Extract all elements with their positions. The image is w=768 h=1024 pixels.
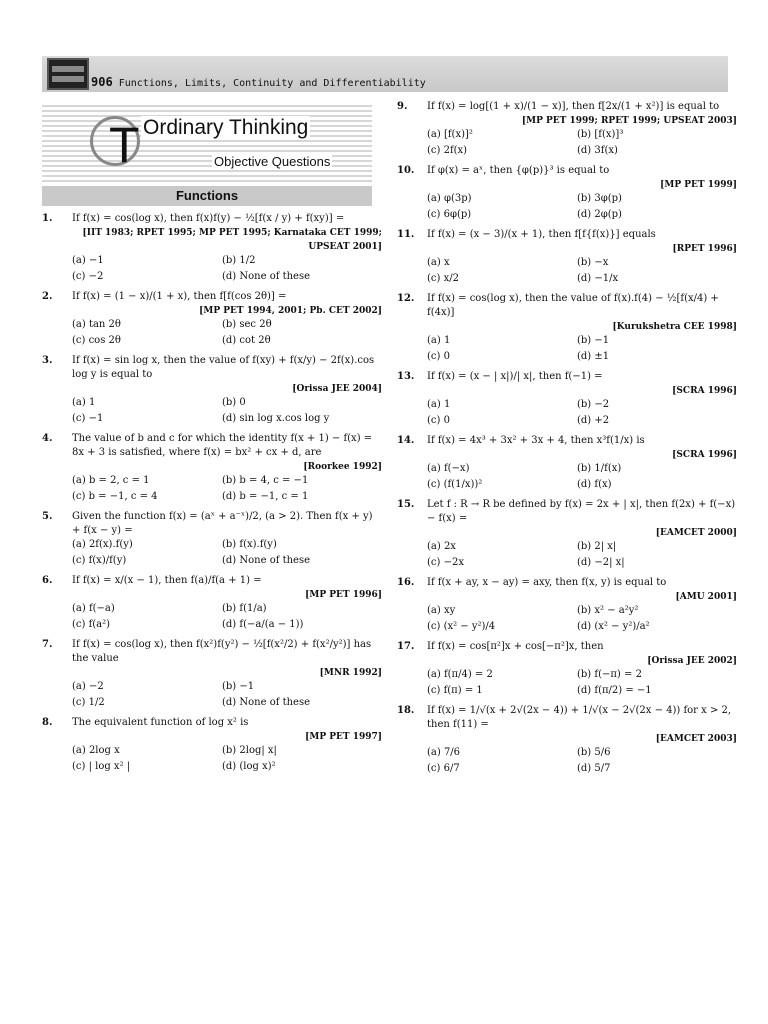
question-line <box>42 354 382 382</box>
question-line <box>42 510 382 538</box>
question-line <box>397 292 737 320</box>
left-column <box>42 212 382 780</box>
banner-subtitle: Objective Questions <box>214 154 331 169</box>
question-text: If f(x + ay, x − ay) = axy, then f(x, y) is equal to <box>427 577 667 588</box>
options-grid <box>427 128 737 158</box>
question-item <box>42 574 382 632</box>
question-line <box>397 498 737 526</box>
section-heading: Functions <box>42 186 372 206</box>
question-line <box>42 290 382 304</box>
answer-option: (a) b = 2, c = 1 <box>72 475 150 486</box>
question-item <box>42 354 382 426</box>
right-column <box>397 100 737 782</box>
answer-option: (c) | log x² | <box>72 761 131 772</box>
options-grid <box>72 474 382 504</box>
question-text: If f(x) = 4x³ + 3x² + 3x + 4, then x³f(1/x) is <box>427 435 645 446</box>
answer-option: (c) 6/7 <box>427 763 460 774</box>
question-source: [MP PET 1994, 2001; Pb. CET 2002] <box>199 306 382 316</box>
options-grid <box>72 680 382 710</box>
answer-option: (d) b = −1, c = 1 <box>222 491 309 502</box>
answer-option: (d) ±1 <box>577 351 610 362</box>
answer-option: (c) b = −1, c = 4 <box>72 491 158 502</box>
answer-option: (d) None of these <box>222 271 311 282</box>
question-source: [MNR 1992] <box>319 668 382 678</box>
answer-option: (a) 2x <box>427 541 456 552</box>
answer-option: (d) (log x)² <box>222 761 276 772</box>
answer-option: (b) 0 <box>222 397 246 408</box>
answer-option: (b) 2| x| <box>577 541 617 552</box>
answer-option: (b) −x <box>577 257 609 268</box>
question-source: [AMU 2001] <box>675 592 737 602</box>
answer-option: (b) 3φ(p) <box>577 193 622 204</box>
answer-option: (d) None of these <box>222 555 311 566</box>
question-item <box>397 576 737 634</box>
question-item <box>42 432 382 504</box>
answer-option: (a) f(π/4) = 2 <box>427 669 493 680</box>
question-item <box>397 370 737 428</box>
answer-option: (a) 1 <box>427 335 451 346</box>
answer-option: (a) −1 <box>72 255 104 266</box>
question-line <box>42 716 382 730</box>
question-item <box>397 100 737 158</box>
question-number: 17. <box>397 641 415 652</box>
answer-option: (d) +2 <box>577 415 610 426</box>
answer-option: (a) 7/6 <box>427 747 461 758</box>
answer-option: (d) f(x) <box>577 479 612 490</box>
answer-option: (c) cos 2θ <box>72 335 121 346</box>
question-item <box>42 510 382 568</box>
answer-option: (c) −1 <box>72 413 104 424</box>
answer-option: (a) tan 2θ <box>72 319 121 330</box>
question-number: 11. <box>397 229 415 240</box>
options-grid <box>72 318 382 348</box>
answer-option: (d) f(−a/(a − 1)) <box>222 619 304 630</box>
question-text: If f(x) = cos(log x), then the value of f(x).f(4) − ½[f(x/4) + f(4x)] <box>427 293 719 318</box>
question-line <box>397 164 737 178</box>
question-source: [Roorkee 1992] <box>303 462 382 472</box>
question-item <box>397 164 737 222</box>
answer-option: (d) 5/7 <box>577 763 611 774</box>
question-text: Given the function f(x) = (aˣ + a⁻ˣ)/2, (a > 2). Then f(x + y) + f(x − y) = <box>72 511 373 536</box>
answer-option: (a) φ(3p) <box>427 193 472 204</box>
question-number: 7. <box>42 639 53 650</box>
options-grid <box>427 540 737 570</box>
question-text: The value of b and c for which the identity f(x + 1) − f(x) = 8x + 3 is satisfied, where f(x) = bx² + cx + d, are <box>72 433 373 458</box>
answer-option: (b) f(x).f(y) <box>222 539 277 550</box>
question-item <box>397 434 737 492</box>
answer-option: (c) x/2 <box>427 273 459 284</box>
answer-option: (a) [f(x)]² <box>427 129 473 140</box>
answer-option: (c) 0 <box>427 415 450 426</box>
answer-option: (a) 1 <box>427 399 451 410</box>
running-header <box>91 75 426 89</box>
question-text: If f(x) = cos(log x), then f(x²)f(y²) − ½[f(x²/2) + f(x²/y²)] has the value <box>72 639 372 664</box>
question-line <box>397 100 737 114</box>
answer-option: (a) 2log x <box>72 745 120 756</box>
question-text: The equivalent function of log x² is <box>72 717 249 728</box>
answer-option: (d) (x² − y²)/a² <box>577 621 650 632</box>
question-number: 10. <box>397 165 415 176</box>
question-number: 18. <box>397 705 415 716</box>
answer-option: (b) 5/6 <box>577 747 611 758</box>
question-number: 8. <box>42 717 53 728</box>
options-grid <box>72 396 382 426</box>
question-number: 15. <box>397 499 415 510</box>
question-source: [MP PET 1999; RPET 1999; UPSEAT 2003] <box>521 116 737 126</box>
answer-option: (b) 2log| x| <box>222 745 277 756</box>
banner-t-letter: T <box>109 117 140 173</box>
question-line <box>397 434 737 448</box>
question-number: 16. <box>397 577 415 588</box>
answer-option: (c) f(π) = 1 <box>427 685 483 696</box>
options-grid <box>427 746 737 776</box>
answer-option: (c) 2f(x) <box>427 145 468 156</box>
question-text: If f(x) = (x − 3)/(x + 1), then f[f{f(x)}] equals <box>427 229 656 240</box>
answer-option: (d) −2| x| <box>577 557 625 568</box>
question-number: 5. <box>42 511 53 522</box>
answer-option: (b) [f(x)]³ <box>577 129 624 140</box>
question-item <box>397 498 737 570</box>
question-line <box>397 370 737 384</box>
question-number: 12. <box>397 293 415 304</box>
question-item <box>397 640 737 698</box>
question-source: [IIT 1983; RPET 1995; MP PET 1995; Karnataka CET 1999; UPSEAT 2001] <box>82 228 382 252</box>
options-grid <box>427 668 737 698</box>
answer-option: (b) b = 4, c = −1 <box>222 475 309 486</box>
answer-option: (d) −1/x <box>577 273 619 284</box>
answer-option: (d) cot 2θ <box>222 335 271 346</box>
question-text: If f(x) = sin log x, then the value of f(xy) + f(x/y) − 2f(x).cos log y is equal to <box>72 355 375 380</box>
answer-option: (a) 2f(x).f(y) <box>72 539 133 550</box>
answer-option: (b) x² − a²y² <box>577 605 639 616</box>
question-item <box>397 292 737 364</box>
answer-option: (a) xy <box>427 605 456 616</box>
options-grid <box>427 604 737 634</box>
question-source: [MP PET 1999] <box>660 180 737 190</box>
question-text: If f(x) = (1 − x)/(1 + x), then f[f(cos 2θ)] = <box>72 291 287 302</box>
question-number: 2. <box>42 291 53 302</box>
answer-option: (a) 1 <box>72 397 96 408</box>
question-source: [Orissa JEE 2004] <box>292 384 382 394</box>
banner-title: Ordinary Thinking <box>143 116 309 139</box>
answer-option: (c) (f(1/x))² <box>427 479 483 490</box>
question-line <box>397 640 737 654</box>
question-source: [MP PET 1997] <box>305 732 382 742</box>
question-text: If f(x) = (x − | x|)/| x|, then f(−1) = <box>427 371 603 382</box>
question-item <box>42 638 382 710</box>
publisher-logo <box>47 58 89 90</box>
question-source: [SCRA 1996] <box>672 386 737 396</box>
options-grid <box>72 744 382 774</box>
answer-option: (b) −2 <box>577 399 610 410</box>
answer-option: (a) f(−x) <box>427 463 470 474</box>
question-item <box>397 704 737 776</box>
question-source: [EAMCET 2000] <box>655 528 737 538</box>
question-number: 13. <box>397 371 415 382</box>
answer-option: (d) 3f(x) <box>577 145 618 156</box>
question-item <box>397 228 737 286</box>
answer-option: (d) 2φ(p) <box>577 209 622 220</box>
question-number: 14. <box>397 435 415 446</box>
answer-option: (c) (x² − y²)/4 <box>427 621 496 632</box>
options-grid <box>427 256 737 286</box>
answer-option: (c) f(a²) <box>72 619 111 630</box>
options-grid <box>72 602 382 632</box>
question-text: Let f : R → R be defined by f(x) = 2x + | x|, then f(2x) + f(−x) − f(x) = <box>427 499 736 524</box>
question-source: [MP PET 1996] <box>305 590 382 600</box>
chapter-title: Functions, Limits, Continuity and Differentiability <box>118 78 426 89</box>
question-line <box>42 574 382 588</box>
answer-option: (b) −1 <box>577 335 610 346</box>
answer-option: (b) −1 <box>222 681 255 692</box>
question-line <box>42 432 382 460</box>
options-grid <box>427 462 737 492</box>
answer-option: (a) x <box>427 257 450 268</box>
question-item <box>42 212 382 284</box>
question-source: [SCRA 1996] <box>672 450 737 460</box>
answer-option: (c) 0 <box>427 351 450 362</box>
question-text: If f(x) = log[(1 + x)/(1 − x)], then f[2x/(1 + x²)] is equal to <box>427 101 720 112</box>
answer-option: (d) sin log x.cos log y <box>222 413 330 424</box>
options-grid <box>72 254 382 284</box>
answer-option: (b) f(−π) = 2 <box>577 669 642 680</box>
question-text: If f(x) = cos(log x), then f(x)f(y) − ½[f(x / y) + f(xy)] = <box>72 213 345 224</box>
question-item <box>42 290 382 348</box>
answer-option: (d) None of these <box>222 697 311 708</box>
question-line <box>42 638 382 666</box>
answer-option: (c) f(x)/f(y) <box>72 555 127 566</box>
question-number: 4. <box>42 433 53 444</box>
question-text: If f(x) = 1/√(x + 2√(2x − 4)) + 1/√(x − 2√(2x − 4)) for x > 2, then f(11) = <box>427 705 732 730</box>
question-number: 9. <box>397 101 408 112</box>
answer-option: (d) f(π/2) = −1 <box>577 685 652 696</box>
question-line <box>397 228 737 242</box>
question-line <box>397 704 737 732</box>
page-number: 906 <box>91 75 113 89</box>
options-grid <box>427 334 737 364</box>
question-number: 1. <box>42 213 53 224</box>
options-grid <box>427 398 737 428</box>
question-line <box>42 212 382 226</box>
options-grid <box>72 538 382 568</box>
answer-option: (b) 1/f(x) <box>577 463 622 474</box>
question-text: If φ(x) = aˣ, then {φ(p)}³ is equal to <box>427 165 610 176</box>
question-source: [Orissa JEE 2002] <box>647 656 737 666</box>
answer-option: (b) f(1/a) <box>222 603 267 614</box>
question-number: 6. <box>42 575 53 586</box>
question-text: If f(x) = x/(x − 1), then f(a)/f(a + 1) = <box>72 575 262 586</box>
options-grid <box>427 192 737 222</box>
answer-option: (c) −2 <box>72 271 104 282</box>
answer-option: (b) 1/2 <box>222 255 256 266</box>
question-line <box>397 576 737 590</box>
answer-option: (a) −2 <box>72 681 104 692</box>
question-number: 3. <box>42 355 53 366</box>
answer-option: (c) −2x <box>427 557 464 568</box>
answer-option: (c) 1/2 <box>72 697 105 708</box>
answer-option: (c) 6φ(p) <box>427 209 472 220</box>
question-item <box>42 716 382 774</box>
question-source: [EAMCET 2003] <box>655 734 737 744</box>
answer-option: (b) sec 2θ <box>222 319 272 330</box>
question-text: If f(x) = cos[π²]x + cos[−π²]x, then <box>427 641 604 652</box>
answer-option: (a) f(−a) <box>72 603 115 614</box>
question-source: [Kurukshetra CEE 1998] <box>612 322 737 332</box>
question-source: [RPET 1996] <box>672 244 737 254</box>
